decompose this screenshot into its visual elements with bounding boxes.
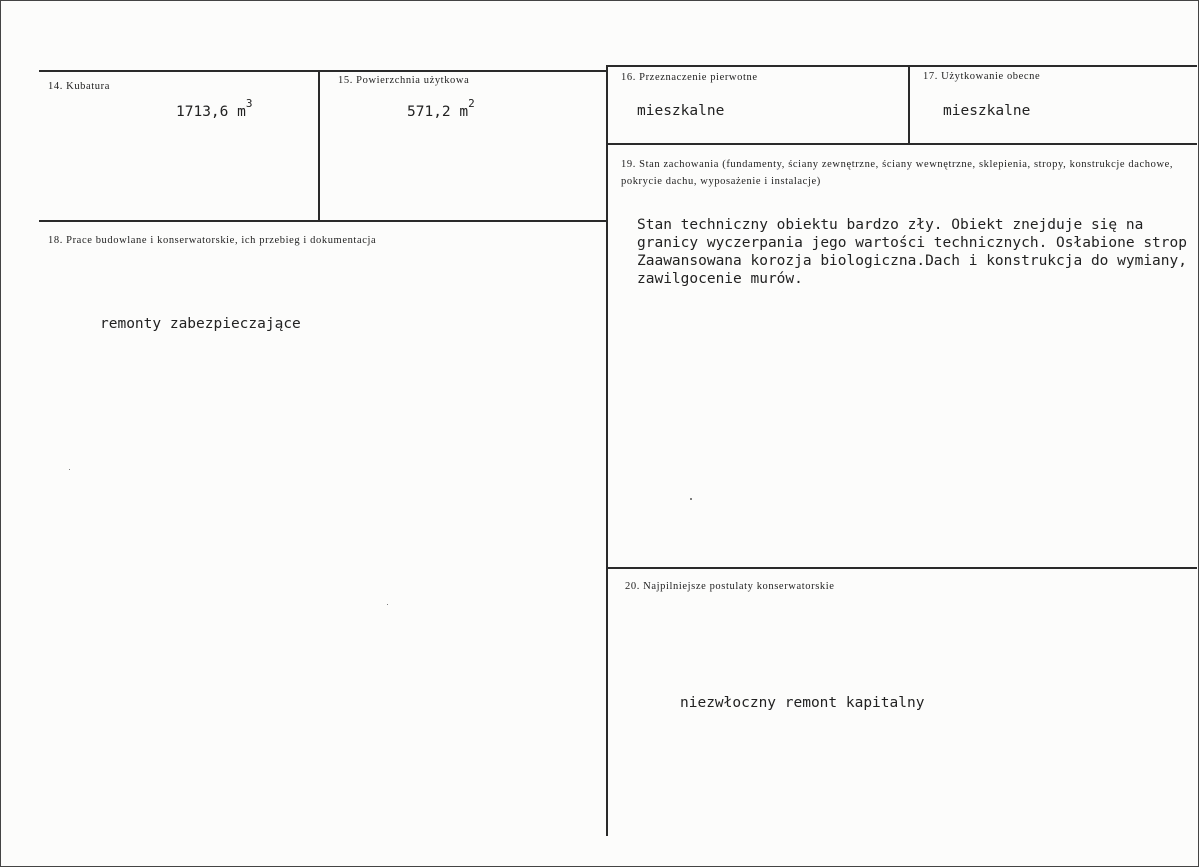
field-14-label: 14. Kubatura [48, 81, 111, 92]
field-20-label: 20. Najpilniejsze postulaty konserwatorskie [625, 581, 835, 592]
divider-center [606, 65, 608, 836]
field-18-value: remonty zabezpieczające [100, 316, 301, 332]
field-15-label: 15. Powierzchnia użytkowa [338, 75, 470, 86]
field-19-value: Stan techniczny obiektu bardzo zły. Obiekt znejduje się na granicy wyczerpania jego wartości technicznych. Osłabione strop Zaawansowana korozja biologiczna.Dach i konstrukcja do wymiany, zawilgocenie murów. [637, 217, 1187, 287]
field-17-value: mieszkalne [943, 103, 1031, 119]
field-14-value [176, 97, 253, 120]
field-20-value: niezwłoczny remont kapitalny [680, 695, 925, 711]
divider-top-left [39, 70, 607, 72]
scan-speck [690, 498, 692, 500]
divider-19-20 [607, 567, 1197, 569]
field-15-value [407, 97, 475, 120]
field-19-label: 19. Stan zachowania (fundamenty, ściany zewnętrzne, ściany wewnętrzne, sklepienia, stropy, konstrukcje dachowe, pokrycie dachu, wyposażenie i instalacje) [621, 159, 1174, 187]
divider-below-14-15 [39, 220, 607, 222]
field-18-label: 18. Prace budowlane i konserwatorskie, ich przebieg i dokumentacja [48, 235, 377, 246]
scan-speck [69, 469, 70, 470]
divider-top-right [607, 65, 1197, 67]
field-15-exponent: 2 [468, 97, 475, 110]
field-16-label: 16. Przeznaczenie pierwotne [621, 72, 758, 83]
field-16-value: mieszkalne [637, 103, 725, 119]
field-14-number: 1713,6 m [176, 104, 246, 120]
divider-16-17 [908, 65, 910, 143]
field-17-label: 17. Użytkowanie obecne [923, 71, 1041, 82]
field-14-exponent: 3 [245, 97, 253, 110]
field-15-number: 571,2 m [407, 104, 469, 120]
divider-below-16-17 [607, 143, 1197, 145]
scan-speck [387, 604, 388, 605]
divider-14-15 [318, 70, 320, 222]
